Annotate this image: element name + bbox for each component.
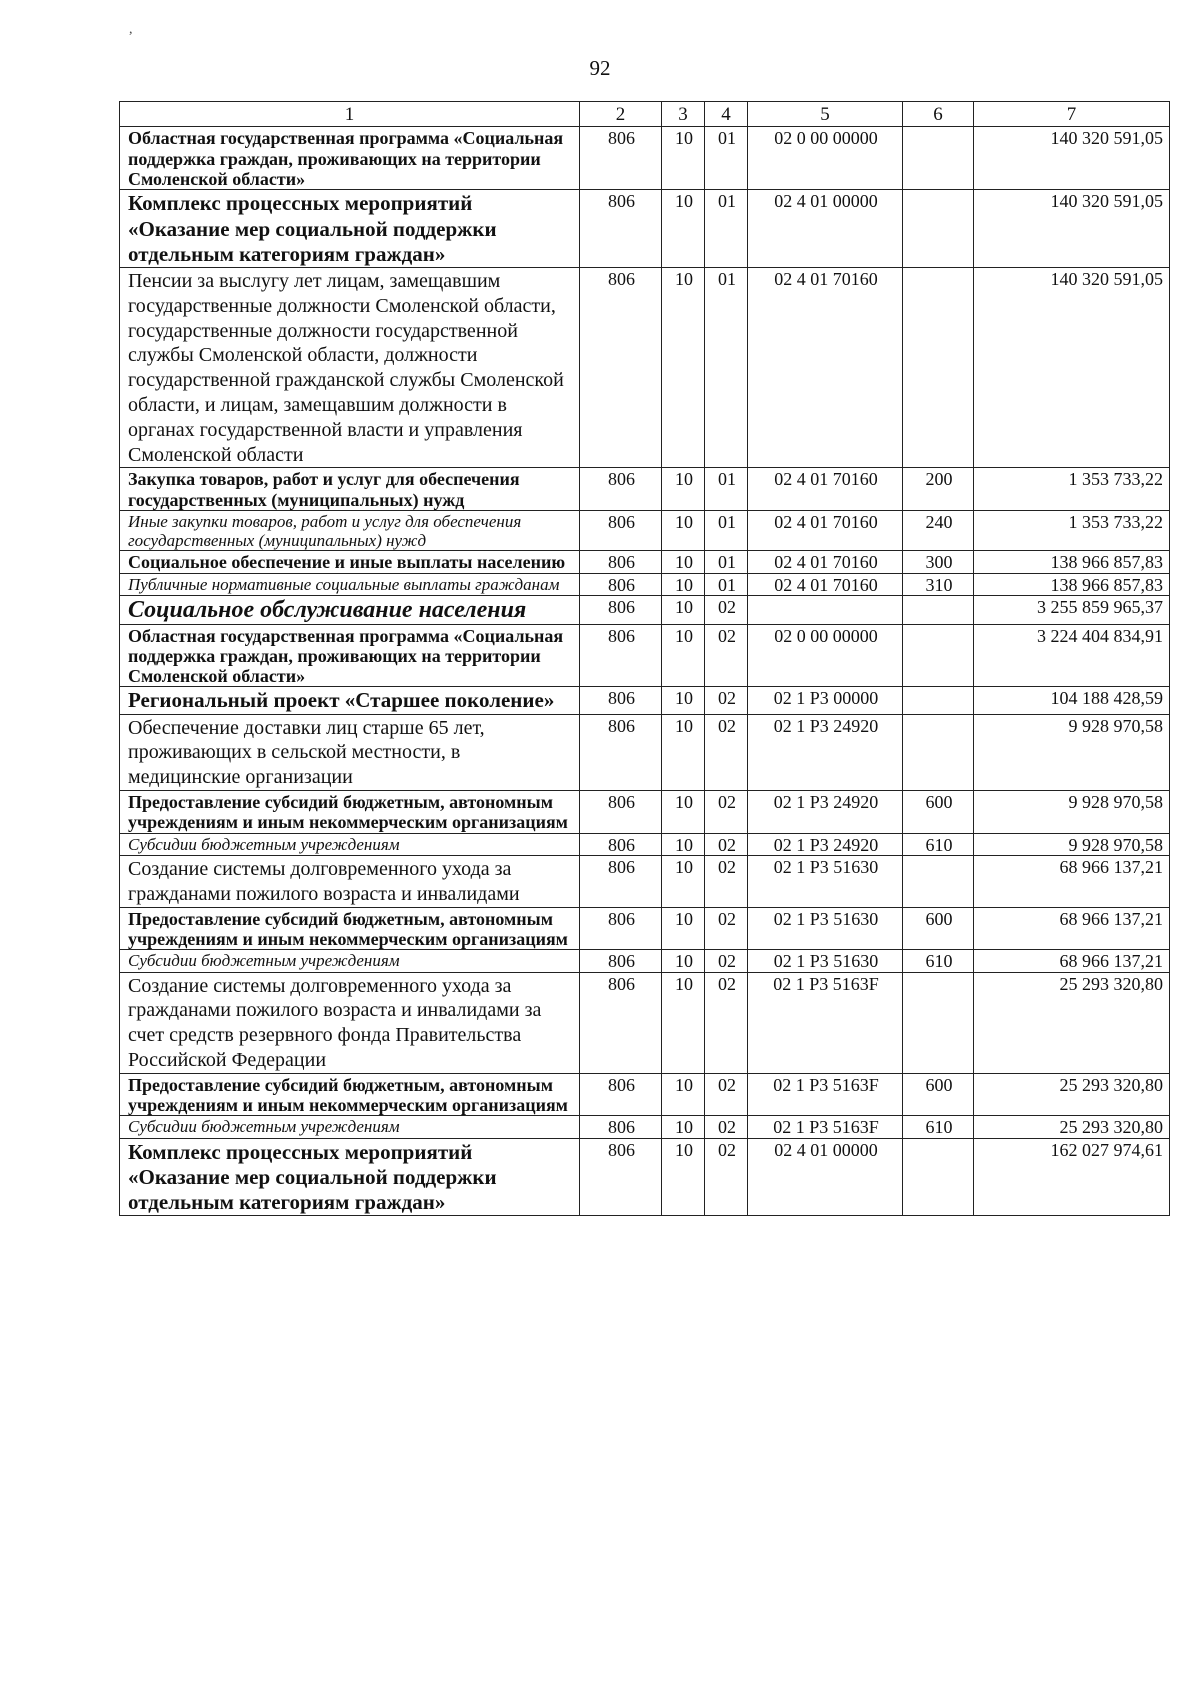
amount-cell: 140 320 591,05 xyxy=(974,190,1170,268)
target-article-cell: 02 4 01 70160 xyxy=(748,511,903,551)
gradm-cell: 806 xyxy=(580,468,662,511)
subsection-code-cell: 02 xyxy=(705,624,748,687)
subsection-code-cell: 02 xyxy=(705,714,748,790)
gradm-cell: 806 xyxy=(580,791,662,834)
table-body xyxy=(120,102,1170,1216)
subsection-code-cell: 01 xyxy=(705,127,748,190)
amount-cell: 9 928 970,58 xyxy=(974,714,1170,790)
header-cell: 6 xyxy=(903,102,974,127)
subsection-code-cell: 01 xyxy=(705,268,748,468)
target-article-cell: 02 1 P3 51630 xyxy=(748,856,903,908)
expense-type-cell: 600 xyxy=(903,907,974,950)
subsection-code-cell: 02 xyxy=(705,1138,748,1216)
table-row xyxy=(120,1116,1170,1138)
target-article-cell: 02 1 P3 5163F xyxy=(748,1073,903,1116)
table-row xyxy=(120,268,1170,468)
expense-type-cell: 240 xyxy=(903,511,974,551)
target-article-cell: 02 1 P3 00000 xyxy=(748,687,903,714)
amount-cell: 1 353 733,22 xyxy=(974,468,1170,511)
expense-type-cell: 200 xyxy=(903,468,974,511)
subsection-code-cell: 02 xyxy=(705,596,748,624)
section-code-cell: 10 xyxy=(662,596,705,624)
page-number: 92 xyxy=(589,56,611,80)
amount-cell: 25 293 320,80 xyxy=(974,1073,1170,1116)
expense-type-cell: 600 xyxy=(903,791,974,834)
expense-type-cell: 610 xyxy=(903,833,974,855)
row-name-cell: Областная государственная программа «Социальная поддержка граждан, проживающих на территории Смоленской области» xyxy=(120,624,580,687)
expense-type-cell: 300 xyxy=(903,551,974,573)
expense-type-cell xyxy=(903,624,974,687)
subsection-code-cell: 02 xyxy=(705,1073,748,1116)
subsection-code-cell: 02 xyxy=(705,856,748,908)
row-name-cell: Региональный проект «Старшее поколение» xyxy=(120,687,580,714)
target-article-cell: 02 1 P3 24920 xyxy=(748,714,903,790)
table-row xyxy=(120,1138,1170,1216)
amount-cell: 3 255 859 965,37 xyxy=(974,596,1170,624)
subsection-code-cell: 02 xyxy=(705,1116,748,1138)
section-code-cell: 10 xyxy=(662,190,705,268)
amount-cell: 25 293 320,80 xyxy=(974,972,1170,1073)
table-row xyxy=(120,950,1170,972)
gradm-cell: 806 xyxy=(580,624,662,687)
target-article-cell xyxy=(748,596,903,624)
table-header-row xyxy=(120,102,1170,127)
header-cell: 3 xyxy=(662,102,705,127)
amount-cell: 25 293 320,80 xyxy=(974,1116,1170,1138)
expense-type-cell xyxy=(903,596,974,624)
amount-cell: 1 353 733,22 xyxy=(974,511,1170,551)
row-name-cell: Субсидии бюджетным учреждениям xyxy=(120,833,580,855)
expense-type-cell: 610 xyxy=(903,1116,974,1138)
budget-table xyxy=(119,101,1170,1216)
amount-cell: 104 188 428,59 xyxy=(974,687,1170,714)
expense-type-cell xyxy=(903,1138,974,1216)
row-name-cell: Создание системы долговременного ухода за гражданами пожилого возраста и инвалидами xyxy=(120,856,580,908)
target-article-cell: 02 4 01 00000 xyxy=(748,190,903,268)
gradm-cell: 806 xyxy=(580,972,662,1073)
target-article-cell: 02 4 01 70160 xyxy=(748,573,903,595)
gradm-cell: 806 xyxy=(580,950,662,972)
expense-type-cell xyxy=(903,127,974,190)
section-code-cell: 10 xyxy=(662,511,705,551)
target-article-cell: 02 1 P3 51630 xyxy=(748,950,903,972)
amount-cell: 68 966 137,21 xyxy=(974,856,1170,908)
gradm-cell: 806 xyxy=(580,268,662,468)
section-code-cell: 10 xyxy=(662,1116,705,1138)
row-name-cell: Предоставление субсидий бюджетным, автономным учреждениям и иным некоммерческим организациям xyxy=(120,907,580,950)
section-code-cell: 10 xyxy=(662,856,705,908)
expense-type-cell xyxy=(903,687,974,714)
amount-cell: 140 320 591,05 xyxy=(974,268,1170,468)
target-article-cell: 02 4 01 70160 xyxy=(748,468,903,511)
table-row xyxy=(120,511,1170,551)
section-code-cell: 10 xyxy=(662,833,705,855)
row-name-cell: Публичные нормативные социальные выплаты гражданам xyxy=(120,573,580,595)
target-article-cell: 02 1 P3 24920 xyxy=(748,833,903,855)
section-code-cell: 10 xyxy=(662,1073,705,1116)
amount-cell: 138 966 857,83 xyxy=(974,551,1170,573)
gradm-cell: 806 xyxy=(580,127,662,190)
section-code-cell: 10 xyxy=(662,573,705,595)
section-code-cell: 10 xyxy=(662,127,705,190)
amount-cell: 68 966 137,21 xyxy=(974,950,1170,972)
section-code-cell: 10 xyxy=(662,624,705,687)
target-article-cell: 02 4 01 00000 xyxy=(748,1138,903,1216)
target-article-cell: 02 4 01 70160 xyxy=(748,551,903,573)
header-cell: 2 xyxy=(580,102,662,127)
table-row xyxy=(120,573,1170,595)
table-row xyxy=(120,190,1170,268)
table-row xyxy=(120,687,1170,714)
table-row xyxy=(120,972,1170,1073)
section-code-cell: 10 xyxy=(662,791,705,834)
table-row xyxy=(120,791,1170,834)
table-row xyxy=(120,833,1170,855)
table-row xyxy=(120,714,1170,790)
target-article-cell: 02 1 P3 24920 xyxy=(748,791,903,834)
row-name-cell: Пенсии за выслугу лет лицам, замещавшим государственные должности Смоленской области, государственные должности государственной службы Смоленской области, должности государственной гражданской службы Смоленской области, и лицам, замещавшим должности в органах государственной власти и управления Смоленской области xyxy=(120,268,580,468)
gradm-cell: 806 xyxy=(580,551,662,573)
gradm-cell: 806 xyxy=(580,1138,662,1216)
target-article-cell: 02 1 P3 51630 xyxy=(748,907,903,950)
section-code-cell: 10 xyxy=(662,972,705,1073)
table-row xyxy=(120,596,1170,624)
row-name-cell: Создание системы долговременного ухода за гражданами пожилого возраста и инвалидами за счет средств резервного фонда Правительства Российской Федерации xyxy=(120,972,580,1073)
table-row xyxy=(120,468,1170,511)
header-cell: 5 xyxy=(748,102,903,127)
subsection-code-cell: 01 xyxy=(705,573,748,595)
subsection-code-cell: 02 xyxy=(705,907,748,950)
gradm-cell: 806 xyxy=(580,907,662,950)
gradm-cell: 806 xyxy=(580,1073,662,1116)
row-name-cell: Субсидии бюджетным учреждениям xyxy=(120,950,580,972)
expense-type-cell: 610 xyxy=(903,950,974,972)
table-row xyxy=(120,907,1170,950)
gradm-cell: 806 xyxy=(580,856,662,908)
target-article-cell: 02 4 01 70160 xyxy=(748,268,903,468)
target-article-cell: 02 0 00 00000 xyxy=(748,624,903,687)
gradm-cell: 806 xyxy=(580,596,662,624)
gradm-cell: 806 xyxy=(580,573,662,595)
expense-type-cell xyxy=(903,856,974,908)
section-code-cell: 10 xyxy=(662,551,705,573)
section-code-cell: 10 xyxy=(662,268,705,468)
expense-type-cell: 310 xyxy=(903,573,974,595)
table-row xyxy=(120,127,1170,190)
amount-cell: 9 928 970,58 xyxy=(974,833,1170,855)
subsection-code-cell: 01 xyxy=(705,551,748,573)
table-row xyxy=(120,551,1170,573)
subsection-code-cell: 01 xyxy=(705,468,748,511)
row-name-cell: Субсидии бюджетным учреждениям xyxy=(120,1116,580,1138)
section-code-cell: 10 xyxy=(662,1138,705,1216)
subsection-code-cell: 02 xyxy=(705,950,748,972)
section-code-cell: 10 xyxy=(662,714,705,790)
amount-cell: 3 224 404 834,91 xyxy=(974,624,1170,687)
row-name-cell: Комплекс процессных мероприятий «Оказание мер социальной поддержки отдельным категориям граждан» xyxy=(120,190,580,268)
gradm-cell: 806 xyxy=(580,714,662,790)
expense-type-cell xyxy=(903,190,974,268)
section-code-cell: 10 xyxy=(662,468,705,511)
row-name-cell: Социальное обслуживание населения xyxy=(120,596,580,624)
row-name-cell: Социальное обеспечение и иные выплаты населению xyxy=(120,551,580,573)
subsection-code-cell: 01 xyxy=(705,511,748,551)
subsection-code-cell: 02 xyxy=(705,687,748,714)
row-name-cell: Предоставление субсидий бюджетным, автономным учреждениям и иным некоммерческим организациям xyxy=(120,791,580,834)
row-name-cell: Закупка товаров, работ и услуг для обеспечения государственных (муниципальных) нужд xyxy=(120,468,580,511)
expense-type-cell: 600 xyxy=(903,1073,974,1116)
header-cell: 4 xyxy=(705,102,748,127)
amount-cell: 68 966 137,21 xyxy=(974,907,1170,950)
row-name-cell: Обеспечение доставки лиц старше 65 лет, проживающих в сельской местности, в медицинские организации xyxy=(120,714,580,790)
target-article-cell: 02 1 P3 5163F xyxy=(748,972,903,1073)
gradm-cell: 806 xyxy=(580,833,662,855)
header-cell: 1 xyxy=(120,102,580,127)
expense-type-cell xyxy=(903,268,974,468)
gradm-cell: 806 xyxy=(580,511,662,551)
amount-cell: 138 966 857,83 xyxy=(974,573,1170,595)
row-name-cell: Областная государственная программа «Социальная поддержка граждан, проживающих на территории Смоленской области» xyxy=(120,127,580,190)
section-code-cell: 10 xyxy=(662,687,705,714)
gradm-cell: 806 xyxy=(580,687,662,714)
amount-cell: 140 320 591,05 xyxy=(974,127,1170,190)
row-name-cell: Комплекс процессных мероприятий «Оказание мер социальной поддержки отдельным категориям граждан» xyxy=(120,1138,580,1216)
section-code-cell: 10 xyxy=(662,950,705,972)
target-article-cell: 02 0 00 00000 xyxy=(748,127,903,190)
subsection-code-cell: 02 xyxy=(705,833,748,855)
subsection-code-cell: 01 xyxy=(705,190,748,268)
table-row xyxy=(120,856,1170,908)
subsection-code-cell: 02 xyxy=(705,972,748,1073)
target-article-cell: 02 1 P3 5163F xyxy=(748,1116,903,1138)
gradm-cell: 806 xyxy=(580,190,662,268)
table-row xyxy=(120,624,1170,687)
table-row xyxy=(120,1073,1170,1116)
amount-cell: 9 928 970,58 xyxy=(974,791,1170,834)
scan-mark: , xyxy=(129,22,133,37)
section-code-cell: 10 xyxy=(662,907,705,950)
gradm-cell: 806 xyxy=(580,1116,662,1138)
expense-type-cell xyxy=(903,714,974,790)
row-name-cell: Иные закупки товаров, работ и услуг для обеспечения государственных (муниципальных) нужд xyxy=(120,511,580,551)
subsection-code-cell: 02 xyxy=(705,791,748,834)
expense-type-cell xyxy=(903,972,974,1073)
amount-cell: 162 027 974,61 xyxy=(974,1138,1170,1216)
header-cell: 7 xyxy=(974,102,1170,127)
row-name-cell: Предоставление субсидий бюджетным, автономным учреждениям и иным некоммерческим организациям xyxy=(120,1073,580,1116)
